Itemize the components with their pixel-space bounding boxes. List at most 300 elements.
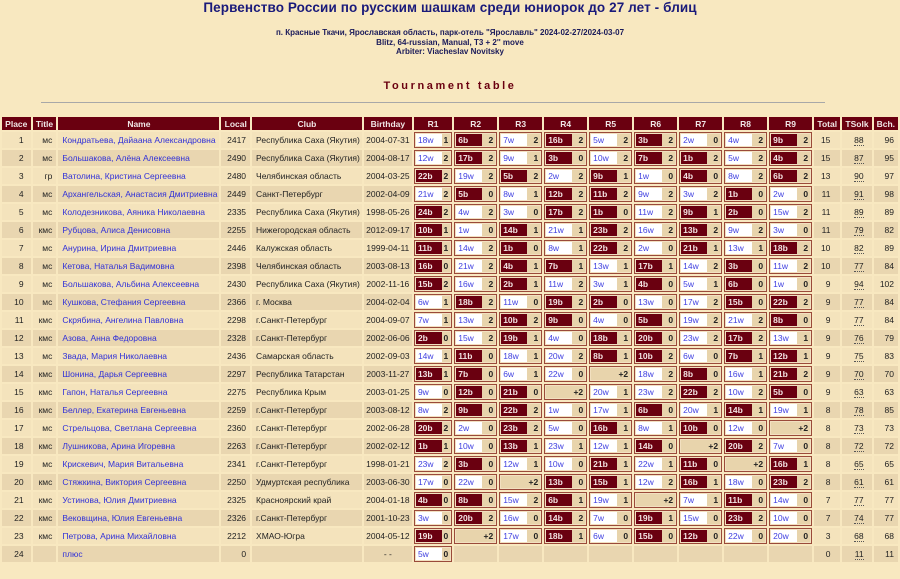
opponent-link[interactable]: 14w [416,350,442,362]
opponent-link[interactable]: 10b [681,422,707,434]
player-name-link[interactable]: Ватолина, Кристина Сергеевна [58,168,219,184]
opponent-link[interactable]: 8b [591,350,617,362]
opponent-link[interactable]: 5b [771,386,797,398]
opponent-link[interactable]: 8w [501,188,527,200]
opponent-link[interactable]: 3w [771,224,797,236]
round-score: +2 [573,387,584,397]
opponent-link[interactable]: 19b [636,512,662,524]
round-9-cell [769,420,812,436]
player-name-link[interactable]: Кондратьева, Дайаана Александровна [58,132,219,148]
tsolk-link[interactable]: 91 [854,189,864,199]
opponent-link[interactable]: 22b [416,170,442,182]
opponent-link[interactable]: 2b [501,278,527,290]
opponent-link[interactable]: 6b [636,404,662,416]
opponent-link[interactable]: 20b [636,332,662,344]
local-rating-cell: 2436 [221,348,250,364]
player-name-link[interactable]: Стяжкина, Виктория Сергеевна [58,474,219,490]
opponent-link[interactable]: 22w [726,530,752,542]
round-result [679,276,722,292]
round-result [634,474,677,490]
opponent-link[interactable]: 20b [416,422,442,434]
opponent-link[interactable]: 14w [771,494,797,506]
round-9-cell [769,204,812,220]
round-7-cell [679,366,722,382]
round-result [499,312,542,328]
opponent-link[interactable]: 3b [726,260,752,272]
round-6-cell [634,492,677,508]
tsolk-link[interactable]: 78 [854,405,864,415]
opponent-link[interactable]: 6b [546,494,572,506]
round-5-cell [589,204,632,220]
opponent-link[interactable]: 12b [546,188,572,200]
tsolk-link[interactable]: 76 [854,333,864,343]
tsolk-cell [842,510,871,526]
opponent-link[interactable]: 11w [546,278,572,290]
opponent-link[interactable]: 4b [636,278,662,290]
opponent-link[interactable]: 18w [501,350,527,362]
opponent-link[interactable]: 13w [456,314,482,326]
opponent-link[interactable]: 22w [456,476,482,488]
round-score: 0 [488,495,494,505]
opponent-link[interactable]: 20w [681,404,707,416]
opponent-link[interactable]: 16w [456,278,482,290]
opponent-link[interactable]: 19w [591,494,617,506]
round-result [454,492,497,508]
opponent-link[interactable]: 13b [681,224,707,236]
title-cell: мс [33,132,57,148]
opponent-link[interactable]: 7w [681,494,707,506]
opponent-link[interactable]: 23w [546,440,572,452]
opponent-link[interactable]: 8b [681,368,707,380]
opponent-link[interactable]: 23w [416,458,442,470]
tsolk-link[interactable]: 82 [854,243,864,253]
local-rating-cell: 2297 [221,366,250,382]
player-name-link[interactable]: Гапон, Наталья Сергеевна [58,384,219,400]
table-row [2,132,898,148]
opponent-link[interactable]: 5w [546,422,572,434]
birthday-cell: 2002-02-12 [364,438,412,454]
opponent-link[interactable]: 17w [591,404,617,416]
opponent-link[interactable]: 10w [546,458,572,470]
tsolk-link[interactable]: 63 [854,387,864,397]
opponent-link[interactable]: 22b [501,404,527,416]
opponent-link[interactable]: 18b [591,332,617,344]
opponent-link[interactable]: 21w [416,188,442,200]
opponent-link[interactable]: 2b [591,296,617,308]
opponent-link[interactable]: 13w [636,296,662,308]
opponent-link[interactable]: 20w [771,530,797,542]
round-9-cell [769,168,812,184]
player-name-link[interactable]: плюс [58,546,219,562]
player-name-link[interactable]: Архангельская, Анастасия Дмитриевна [58,186,219,202]
opponent-link[interactable]: 10b [636,350,662,362]
table-row [2,294,898,310]
round-result [634,240,677,256]
opponent-link[interactable]: 15b [416,278,442,290]
opponent-link[interactable]: 7w [591,512,617,524]
opponent-link[interactable]: 5b [456,188,482,200]
opponent-link[interactable]: 1b [681,152,707,164]
opponent-link[interactable]: 1b [416,440,442,452]
opponent-link[interactable]: 11b [456,350,482,362]
opponent-link[interactable]: 23w [636,386,662,398]
tsolk-link[interactable]: 87 [854,153,864,163]
opponent-link[interactable]: 18b [771,242,797,254]
player-name-link[interactable]: Вековщина, Юлия Евгеньевна [58,510,219,526]
opponent-link[interactable]: 11b [681,458,707,470]
player-name-link[interactable]: Шонина, Дарья Сергеевна [58,366,219,382]
opponent-link[interactable]: 10w [456,440,482,452]
round-score: 2 [578,351,584,361]
opponent-link[interactable]: 1b [726,188,752,200]
opponent-link[interactable]: 2w [636,242,662,254]
player-name-link[interactable]: Стрельцова, Светлана Сергеевна [58,420,219,436]
opponent-link[interactable]: 22b [591,242,617,254]
opponent-link[interactable]: 19b [416,530,442,542]
opponent-link[interactable]: 15w [771,206,797,218]
opponent-link[interactable]: 18w [416,134,442,146]
round-score: 0 [533,297,539,307]
opponent-link[interactable]: 3b [636,134,662,146]
round-result [499,276,542,292]
opponent-link[interactable]: 14w [456,242,482,254]
opponent-link[interactable]: 6w [681,350,707,362]
opponent-link[interactable]: 11w [636,206,662,218]
tsolk-link[interactable]: 77 [854,315,864,325]
player-name-link[interactable]: Звада, Мария Николаевна [58,348,219,364]
opponent-link[interactable]: 3w [681,188,707,200]
opponent-link[interactable]: 13w [771,332,797,344]
opponent-link[interactable]: 4b [681,170,707,182]
opponent-link[interactable]: 15b [591,476,617,488]
opponent-link[interactable]: 23w [681,332,707,344]
opponent-link[interactable]: 4w [456,206,482,218]
opponent-link[interactable]: 2w [456,422,482,434]
opponent-link[interactable]: 20w [546,350,572,362]
round-score: 2 [623,243,629,253]
opponent-link[interactable]: 9b [546,314,572,326]
opponent-link[interactable]: 19w [681,314,707,326]
round-score: 0 [533,531,539,541]
round-8-cell [724,546,767,562]
opponent-link[interactable]: 4w [726,134,752,146]
opponent-link[interactable]: 5b [636,314,662,326]
opponent-link[interactable]: 6b [771,170,797,182]
opponent-link[interactable]: 6w [416,296,442,308]
tsolk-link[interactable]: 61 [854,477,864,487]
opponent-link[interactable]: 8b [456,494,482,506]
opponent-link[interactable]: 1w [771,278,797,290]
player-name-link[interactable]: Азова, Анна Федоровна [58,330,219,346]
opponent-link[interactable]: 17b [726,332,752,344]
opponent-link[interactable]: 8w [416,404,442,416]
opponent-link[interactable]: 15w [681,512,707,524]
opponent-link[interactable]: 11b [726,494,752,506]
opponent-link[interactable]: 15w [456,332,482,344]
opponent-link[interactable]: 4b [501,260,527,272]
opponent-link[interactable]: 1w [546,404,572,416]
round-result [414,438,452,454]
opponent-link[interactable]: 10w [771,512,797,524]
opponent-link[interactable]: 12b [771,350,797,362]
opponent-link[interactable]: 16w [501,512,527,524]
opponent-link[interactable]: 21b [501,386,527,398]
opponent-link[interactable]: 7b [726,350,752,362]
player-name-link[interactable]: Скрябина, Ангелина Павловна [58,312,219,328]
round-score: 0 [758,423,764,433]
opponent-link[interactable]: 8w [546,242,572,254]
opponent-link[interactable]: 18b [546,530,572,542]
opponent-link[interactable]: 8w [726,170,752,182]
round-7-cell [679,420,722,436]
opponent-link[interactable]: 17b [636,260,662,272]
opponent-link[interactable]: 18w [726,476,752,488]
round-2-cell [454,204,497,220]
opponent-link[interactable]: 20b [726,440,752,452]
opponent-link[interactable]: 9w [726,224,752,236]
opponent-link[interactable]: 16w [636,224,662,236]
opponent-link[interactable]: 22w [636,458,662,470]
opponent-link[interactable]: 24b [416,206,442,218]
opponent-link[interactable]: 22b [681,386,707,398]
opponent-link[interactable]: 7w [416,314,442,326]
opponent-link[interactable]: 16b [591,422,617,434]
player-name-link[interactable]: Большакова, Альбина Алексеевна [58,276,219,292]
round-9-cell [769,186,812,202]
opponent-link[interactable]: 18w [636,368,662,380]
opponent-link[interactable]: 12w [501,458,527,470]
opponent-link[interactable]: 7b [546,260,572,272]
opponent-link[interactable]: 8w [636,422,662,434]
opponent-link[interactable]: 21b [771,368,797,380]
opponent-link[interactable]: 11w [771,260,797,272]
opponent-link[interactable]: 18b [456,296,482,308]
player-name-link[interactable]: Колодезникова, Аяника Николаевна [58,204,219,220]
opponent-link[interactable]: 2b [416,332,442,344]
opponent-link[interactable]: 3w [591,278,617,290]
opponent-link[interactable]: 5w [591,134,617,146]
opponent-link[interactable]: 23b [771,476,797,488]
opponent-link[interactable]: 9b [456,404,482,416]
tsolk-link[interactable]: 94 [854,279,864,289]
opponent-link[interactable]: 1b [591,206,617,218]
tsolk-link[interactable]: 74 [854,513,864,523]
tsolk-link[interactable]: 88 [854,135,864,145]
opponent-link[interactable]: 3w [416,512,442,524]
tsolk-link[interactable]: 70 [854,369,864,379]
round-3-cell [499,204,542,220]
opponent-link[interactable]: 17w [681,296,707,308]
opponent-link[interactable]: 9w [501,152,527,164]
opponent-link[interactable]: 6b [726,278,752,290]
opponent-link[interactable]: 8b [771,314,797,326]
opponent-link[interactable]: 6w [501,368,527,380]
opponent-link[interactable]: 13w [591,260,617,272]
opponent-link[interactable]: 16b [681,476,707,488]
round-result [414,348,452,364]
opponent-link[interactable]: 3b [546,152,572,164]
tournament-title: Первенство России по русским шашкам среди юниорок до 27 лет - блиц [203,0,697,15]
opponent-link[interactable]: 4w [546,332,572,344]
opponent-link[interactable]: 13b [501,440,527,452]
round-result [634,276,677,292]
opponent-link[interactable]: 5b [501,170,527,182]
opponent-link[interactable]: 2w [546,170,572,182]
round-3-cell [499,510,542,526]
opponent-link[interactable]: 21w [546,224,572,236]
opponent-link[interactable]: 16b [546,134,572,146]
tsolk-link[interactable]: 77 [854,261,864,271]
round-9-cell [769,150,812,166]
opponent-link[interactable]: 12w [591,440,617,452]
opponent-link[interactable]: 1w [456,224,482,236]
tsolk-link[interactable]: 89 [854,207,864,217]
opponent-link[interactable]: 9w [636,188,662,200]
opponent-link[interactable]: 12b [456,386,482,398]
tsolk-link[interactable]: 77 [854,495,864,505]
opponent-link[interactable]: 16w [726,368,752,380]
tsolk-link[interactable]: 11 [854,549,864,559]
player-name-link[interactable]: Устинова, Юлия Дмитриевна [58,492,219,508]
opponent-link[interactable]: 9b [771,134,797,146]
opponent-link[interactable]: 9w [416,386,442,398]
tsolk-link[interactable]: 75 [854,351,864,361]
player-name-link[interactable]: Большакова, Алёна Алексеевна [58,150,219,166]
opponent-link[interactable]: 12w [726,422,752,434]
opponent-link[interactable]: 5w [416,548,442,560]
opponent-link[interactable]: 10b [416,224,442,236]
opponent-link[interactable]: 22b [771,296,797,308]
opponent-link[interactable]: 17w [501,530,527,542]
opponent-link[interactable]: 6w [591,530,617,542]
opponent-link[interactable]: 23b [501,422,527,434]
player-name-link[interactable]: Анурина, Ирина Дмитриевна [58,240,219,256]
opponent-link[interactable]: 14b [726,404,752,416]
round-result [454,330,497,346]
tournament-location: п. Красные Ткачи, Ярославская область, парк-отель "Ярославль" 2024-02-27/2024-03-07 [275,28,625,37]
opponent-link[interactable]: 1w [636,170,662,182]
opponent-link[interactable]: 14b [501,224,527,236]
opponent-link[interactable]: 16b [416,260,442,272]
opponent-link[interactable]: 7b [456,368,482,380]
opponent-link[interactable]: 16b [771,458,797,470]
opponent-link[interactable]: 1b [501,242,527,254]
player-name-link[interactable]: Беллер, Екатерина Евгеньевна [58,402,219,418]
opponent-link[interactable]: 14w [681,260,707,272]
tsolk-link[interactable]: 72 [854,441,864,451]
opponent-link[interactable]: 21b [591,458,617,470]
opponent-link[interactable]: 2w [681,134,707,146]
opponent-link[interactable]: 9b [681,206,707,218]
opponent-link[interactable]: 12b [681,530,707,542]
round-result [499,474,542,490]
opponent-link[interactable]: 13b [416,368,442,380]
tsolk-link[interactable]: 73 [854,423,864,433]
opponent-link[interactable]: 10b [501,314,527,326]
tsolk-cell [842,420,871,436]
opponent-link[interactable]: 21w [726,314,752,326]
round-7-cell [679,402,722,418]
round-4-cell [544,474,587,490]
opponent-link[interactable]: 15b [636,530,662,542]
buchholz-cell: 77 [874,492,898,508]
opponent-link[interactable]: 11w [501,296,527,308]
opponent-link[interactable]: 5w [726,152,752,164]
birthday-cell: 2001-10-23 [364,510,412,526]
opponent-link[interactable]: 3w [501,206,527,218]
opponent-link[interactable]: 11b [416,242,442,254]
opponent-link[interactable]: 15w [501,494,527,506]
opponent-link[interactable]: 17b [456,152,482,164]
player-name-link[interactable]: Лушникова, Арина Игоревна [58,438,219,454]
opponent-link[interactable]: 10w [591,152,617,164]
round-result [724,528,767,544]
opponent-link[interactable]: 4b [416,494,442,506]
round-result [589,258,632,274]
player-name-link[interactable]: Рубцова, Алиса Денисовна [58,222,219,238]
opponent-link[interactable]: 10w [726,386,752,398]
opponent-link[interactable]: 19b [546,296,572,308]
opponent-link[interactable]: 19b [501,332,527,344]
opponent-link[interactable]: 13w [726,242,752,254]
opponent-link[interactable]: 20b [456,512,482,524]
opponent-link[interactable]: 12w [636,476,662,488]
opponent-link[interactable]: 14b [546,512,572,524]
local-rating-cell: 2263 [221,438,250,454]
opponent-link[interactable]: 17b [546,206,572,218]
player-name-link[interactable]: Кетова, Наталья Вадимовна [58,258,219,274]
opponent-link[interactable]: 11b [591,188,617,200]
place-cell: 19 [2,456,31,472]
tsolk-link[interactable]: 65 [854,459,864,469]
opponent-link[interactable]: 21w [456,260,482,272]
opponent-link[interactable]: 7w [771,440,797,452]
tsolk-link[interactable]: 68 [854,531,864,541]
opponent-link[interactable]: 4b [771,152,797,164]
opponent-link[interactable]: 20w [591,386,617,398]
opponent-link[interactable]: 14b [636,440,662,452]
opponent-link[interactable]: 23b [591,224,617,236]
opponent-link[interactable]: 2b [726,206,752,218]
opponent-link[interactable]: 7b [636,152,662,164]
opponent-link[interactable]: 7w [501,134,527,146]
opponent-link[interactable]: 6b [456,134,482,146]
round-score: 2 [668,387,674,397]
tsolk-link[interactable]: 79 [854,225,864,235]
round-score: 2 [533,405,539,415]
opponent-link[interactable]: 2w [771,188,797,200]
table-row [2,420,898,436]
opponent-link[interactable]: 15b [726,296,752,308]
opponent-link[interactable]: 9b [591,170,617,182]
player-name-link[interactable]: Кушкова, Стефания Сергеевна [58,294,219,310]
tsolk-link[interactable]: 90 [854,171,864,181]
opponent-link[interactable]: 12w [416,152,442,164]
opponent-link[interactable]: 23b [726,512,752,524]
opponent-link[interactable]: 4w [591,314,617,326]
opponent-link[interactable]: 21b [681,242,707,254]
opponent-link[interactable]: 19w [456,170,482,182]
tsolk-link[interactable]: 77 [854,297,864,307]
opponent-link[interactable]: 3b [456,458,482,470]
opponent-link[interactable]: 22w [546,368,572,380]
opponent-link[interactable]: 13b [546,476,572,488]
opponent-link[interactable]: 17w [416,476,442,488]
opponent-link[interactable]: 5w [681,278,707,290]
opponent-link[interactable]: 19w [771,404,797,416]
player-name-link[interactable]: Петрова, Арина Михайловна [58,528,219,544]
player-name-link[interactable]: Крискевич, Мария Витальевна [58,456,219,472]
